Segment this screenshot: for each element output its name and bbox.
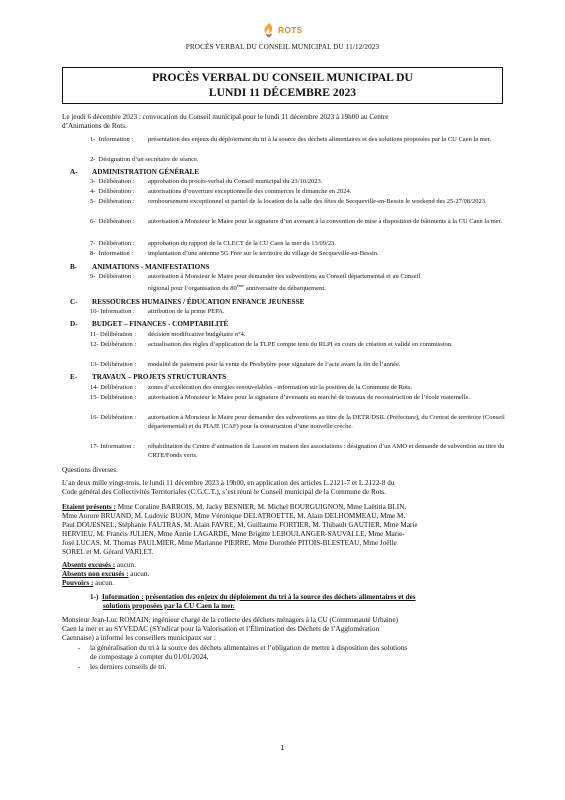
presence-line-1: Etaient présents : Mme Coraline BARROIS, M. Jacky BESNIER, M. Michel BOURGUIGNON, Mme Laëtitia BLIN, xyxy=(62,503,407,511)
presence-label: Etaient présents : xyxy=(62,503,116,511)
absents-non-excuses: Absents non excusés : aucun. xyxy=(62,570,150,578)
item-1-heading-line-2: solutions proposées par la CU Caen la mer. xyxy=(103,602,235,610)
agenda-item-label: 1- Information : xyxy=(90,136,134,143)
bullet-1-line-1: la généralisation du tri à la source des déchets alimentaires et l’obligation de mettre à disposition des solutions xyxy=(90,644,408,652)
document-title xyxy=(62,67,503,104)
bullet-2-dash: - xyxy=(78,663,81,671)
questions-diverses: Questions diverses. xyxy=(62,466,118,474)
body-line-3: Caennaise) a informé les conseillers municipaux sur : xyxy=(62,634,216,642)
opening-line-1: L’an deux mille vingt-trois, le lundi 11 décembre 2023 à 19h00, en application des articles L.2121-7 et L.2122-8 du xyxy=(62,479,395,487)
presence-line-2: Mme Aurore BRUAND, M. Ludovic BUON, Mme Véronique DELATROETTE, M. Alain DELHOMMEAU, Mme M. xyxy=(62,512,406,520)
convocation-line-1: Le jeudi 6 décembre 2023 : convocation du Conseil municipal pour le lundi 11 décembre 2023 à 19h00 au Centre xyxy=(62,113,389,121)
page-number: 1 xyxy=(280,743,285,752)
title-line-1: PROCÈS VERBAL DU CONSEIL MUNICIPAL DU xyxy=(152,71,413,84)
presence-line-6: SOREL et M. Gérard VARLET. xyxy=(62,548,154,556)
title-line-2: LUNDI 11 DÉCEMBRE 2023 xyxy=(208,85,357,99)
pouvoirs: Pouvoirs : aucun. xyxy=(62,579,115,587)
bullet-1-line-2: de compostage à compter du 01/01/2024, xyxy=(90,653,209,661)
opening-line-2: Code général des Collectivités Territoriales (C.G.C.T.), s’est réuni le Conseil municipal de la Commune de Rots. xyxy=(62,488,386,496)
flame-logo-icon xyxy=(263,22,275,37)
convocation-line-2: d’Animations de Rots. xyxy=(62,122,127,130)
logo-text: ROTS xyxy=(278,24,303,35)
bullet-1-dash: - xyxy=(78,644,81,652)
bullet-2-line-1: les derniers conseils de tri. xyxy=(90,663,167,671)
item-1-heading-line-1: 1-) Information : présentation des enjeux du déploiement du tri à la source des déchets alimentaires et des xyxy=(90,593,416,601)
agenda-item-desc: présentation des enjeux du déploiement du tri à la source des déchets alimentaires et des solutions proposées par la CU Caen la mer. xyxy=(148,136,492,143)
presence-line-3: Paul DOUESNEL, Stéphanie FAUTRAS, M. Alain FAVRE, M. Guillaume FORTIER, M. Thibault GAUTIER, Mme Marie xyxy=(62,521,418,529)
document-page: ROTS PROCÈS VERBAL DU CONSEIL MUNICIPAL DU 11/12/2023 PROCÈS VERBAL DU CONSEIL MUNICIPAL DU LUNDI 11 DÉCEMBRE 2023 Le jeudi 6 décembre 2023 : convocation du Conseil municipal pour le lundi 11 décembre 2023 à 19h00 au Centre d’Animations de Rots. 1- Information : présentation des enjeux du déploiement du tri à la source des déchets alimentaires et des solutions proposées par la CU Caen la mer. 2- Désignation d’un secrétaire de séance. A- ADMINISTRATION GÉNÉRALE 3- Délibération : approbation du procès-verbal du Conseil municipal du 23/10/2023. 4- Délibération : autorisations d’ouverture exceptionnelle des commerces le dimanche en 2024. 5- Délibération : remboursement exceptionnel et partiel de la location de la salle des fêtes de Secqueville-en-Bessin le weekend des 25-27/08/2023. 6- Délibération : autorisation à Monsieur le Maire pour la signature d’un avenant à la convention de mise à disposition de bâtiments à la CU Caen la mer. 7- Délibération : approbation du rapport de la CLECT de la CU Caen la mer du 13/09/23. 8- Information : implantation d’une antenne 5G Free sur le territoire du village de Secqueville-en-Bessin. B- ANIMATIONS - MANIFESTATIONS 9- Délibération : autorisation à Monsieur le Maire pour demander des subventions au Conseil départemental et au Conseil régional pour l’organisation du 80ème anniversaire du débarquement. C- RESSOURCES HUMAINES / ÉDUCATION ENFANCE JEUNESSE 10- Information : attribution de la prime PEPA. D- BUDGET – FINANCES - COMPTABILITÉ 11- Délibération : décision modificative budgétaire n°4. 12- Délibération : actualisation des règles d’application de la TLPE compte tenu du RLPI en cours de création et validé en commission. 13- Délibération : modalité de paiement pour la vente du Presbytère pour signature de l’acte avant la fin de l’année. E- TRAVAUX – PROJETS STRUCTURANTS 14- Délibération : zones d’accélération des énergies renouvelables –information sur la position de la Commune de Rots. 15- Délibération : autorisation à Monsieur le Maire pour la signature d’avenants au marché de travaux de reconstruction de l’école maternelle. 16- Délibération : autorisation à Monsieur le Maire pour demander des subventions au titre de la DETR/DSIL (Préfecture), du Contrat de territoire (Conseil départemental) et du PIAJE (CAF) pour la construction d’une nouvelle crèche. 17- Information : réhabilitation du Centre d’animation de Lasson en maison des associations : désignation d’un AMO et demande de subvention au titre du CRTE/Fonds verts. Questions diverses. L’an deux mille vingt-trois, le lundi 11 décembre 2023 à 19h00, en application des articles L.2121-7 et L.2122-8 du Code général des Collectivités Territoriales (C.G.C.T.), s’est réuni le Conseil municipal de la Commune de Rots. Etaient présents : Mme Coraline BARROIS, M. Jacky BESNIER, M. Michel BOURGUIGNON, Mme Laëtitia BLIN, Mme Aurore BRUAND, M. Ludovic BUON, Mme Véronique DELATROETTE, M. Alain DELHOMMEAU, Mme M. Paul DOUESNEL, Stéphanie FAUTRAS, M. Alain FAVRE, M. Guillaume FORTIER, M. Thibault GAUTIER, Mme Marie HERVIEU, M. Francis JULIEN, Mme Annie LAGARDE, Mme Brigitte LEBOULANGER-SAUVALLE, Mme Marie- José LUCAS, M. Thomas PAULMIER, Mme Marianne PIERRE, Mme Dorothée PITOIS-BLESTEAU, Mme Joëlle SOREL et M. Gérard VARLET. Absents excusés : aucun. Absents non excusés : aucun. Pouvoirs : aucun. 1-) Information : présentation des enjeux du déploiement du tri à la source des déchets alimentaires et des solutions proposées par la CU Caen la mer. Monsieur Jean-Luc ROMAIN, ingénieur chargé de la collecte des déchets ménagers à la CU (Communauté Urbaine) Caen la mer et au SYVEDAC (SYndicat pour la Valorisation et l’Élimination des Déchets de l’Agglomération Caennaise) a informé les conseillers municipaux sur : - la généralisation du tri à la source des déchets alimentaires et l’obligation de mettre à disposition des solutions de compostage à compter du 01/01/2024, - les derniers conseils de tri. 1 xyxy=(0,0,565,800)
presence-line-4: HERVIEU, M. Francis JULIEN, Mme Annie LAGARDE, Mme Brigitte LEBOULANGER-SAUVALLE, Mme Marie- xyxy=(62,530,405,538)
rots-logo xyxy=(263,22,302,37)
presence-line-5: José LUCAS, M. Thomas PAULMIER, Mme Marianne PIERRE, Mme Dorothée PITOIS-BLESTEAU, Mme Joëlle xyxy=(62,539,397,547)
absents-excuses: Absents excusés : aucun. xyxy=(62,561,136,569)
body-line-2: Caen la mer et au SYVEDAC (SYndicat pour la Valorisation et l’Élimination des Déchets de l’Agglomération xyxy=(62,625,380,633)
body-line-1: Monsieur Jean-Luc ROMAIN, ingénieur chargé de la collecte des déchets ménagers à la CU (Communauté Urbaine) xyxy=(62,616,398,624)
running-header: PROCÈS VERBAL DU CONSEIL MUNICIPAL DU 11/12/2023 xyxy=(185,43,380,51)
agenda-item-label: 2- Désignation d’un secrétaire de séance. xyxy=(90,156,199,163)
